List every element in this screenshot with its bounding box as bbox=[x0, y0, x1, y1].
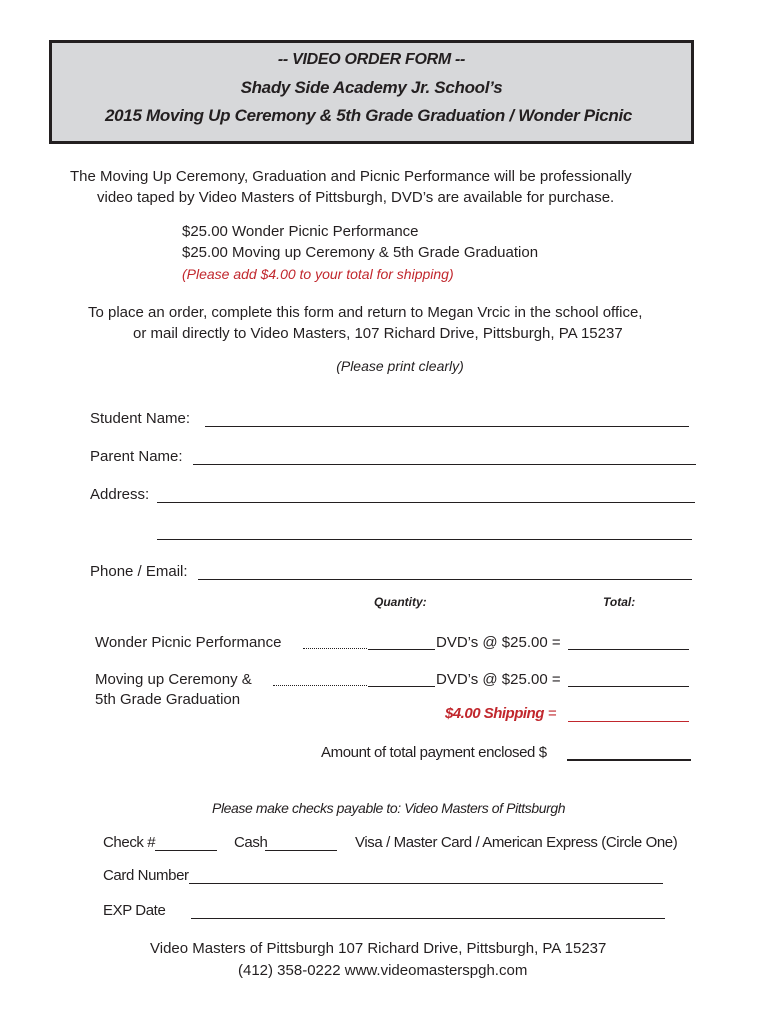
intro-line-1: The Moving Up Ceremony, Graduation and Picnic Performance will be professionally bbox=[70, 168, 632, 185]
parent-name-field[interactable] bbox=[193, 464, 696, 465]
price-moving-up: $25.00 Moving up Ceremony & 5th Grade Graduation bbox=[182, 244, 539, 261]
cash-label: Cash bbox=[234, 834, 268, 851]
intro-line-2: video taped by Video Masters of Pittsburgh, DVD’s are available for purchase. bbox=[97, 189, 615, 206]
phone-email-field[interactable] bbox=[198, 579, 692, 580]
shipping-row bbox=[445, 704, 557, 724]
student-name-field[interactable] bbox=[205, 426, 689, 427]
price-wonder-picnic: $25.00 Wonder Picnic Performance bbox=[182, 223, 419, 240]
wonder-picnic-item-label: Wonder Picnic Performance bbox=[95, 634, 282, 651]
order-instructions-line-1: To place an order, complete this form and return to Megan Vrcic in the school office, bbox=[88, 304, 643, 321]
print-clearly-note: (Please print clearly) bbox=[336, 358, 464, 374]
moving-up-item-label-line-1: Moving up Ceremony & bbox=[95, 671, 252, 688]
quantity-header: Quantity: bbox=[374, 595, 427, 609]
moving-up-total-field[interactable] bbox=[568, 686, 689, 687]
shipping-label: $4.00 Shipping bbox=[445, 705, 544, 722]
amount-enclosed-label: Amount of total payment enclosed $ bbox=[321, 744, 547, 761]
phone-email-label: Phone / Email: bbox=[90, 563, 188, 580]
footer-address: Video Masters of Pittsburgh 107 Richard Drive, Pittsburgh, PA 15237 bbox=[150, 940, 607, 957]
address-label: Address: bbox=[90, 486, 150, 503]
row1-leader-dots bbox=[303, 648, 367, 649]
moving-up-price: DVD’s @ $25.00 = bbox=[436, 671, 561, 688]
form-title: -- VIDEO ORDER FORM -- bbox=[277, 51, 466, 68]
shipping-note: (Please add $4.00 to your total for shipping) bbox=[182, 266, 454, 282]
check-number-field[interactable] bbox=[155, 850, 217, 851]
wonder-picnic-quantity-field[interactable] bbox=[368, 649, 435, 650]
moving-up-quantity-field[interactable] bbox=[368, 686, 435, 687]
address-field-line-1[interactable] bbox=[157, 502, 695, 503]
event-title: 2015 Moving Up Ceremony & 5th Grade Graduation / Wonder Picnic bbox=[105, 106, 633, 125]
exp-date-field[interactable] bbox=[191, 918, 665, 919]
student-name-label: Student Name: bbox=[90, 410, 191, 427]
card-number-field[interactable] bbox=[189, 883, 663, 884]
row2-leader-dots bbox=[273, 685, 367, 686]
wonder-picnic-price: DVD’s @ $25.00 = bbox=[436, 634, 561, 651]
shipping-total-field[interactable] bbox=[568, 721, 689, 722]
moving-up-item-label-line-2: 5th Grade Graduation bbox=[95, 691, 241, 708]
shipping-equals: = bbox=[543, 705, 557, 722]
card-type-options[interactable]: Visa / Master Card / American Express (Circle One) bbox=[355, 834, 678, 851]
total-header: Total: bbox=[603, 595, 636, 609]
checks-payable-note: Please make checks payable to: Video Masters of Pittsburgh bbox=[212, 800, 566, 816]
school-name: Shady Side Academy Jr. School’s bbox=[240, 78, 503, 97]
exp-date-label: EXP Date bbox=[103, 902, 166, 919]
form-title-box bbox=[49, 40, 694, 144]
amount-enclosed-field[interactable] bbox=[567, 759, 691, 761]
order-instructions-line-2: or mail directly to Video Masters, 107 Richard Drive, Pittsburgh, PA 15237 bbox=[133, 325, 623, 342]
address-field-line-2[interactable] bbox=[157, 539, 692, 540]
cash-field[interactable] bbox=[265, 850, 337, 851]
wonder-picnic-total-field[interactable] bbox=[568, 649, 689, 650]
card-number-label: Card Number bbox=[103, 867, 189, 884]
parent-name-label: Parent Name: bbox=[90, 448, 183, 465]
footer-contact: (412) 358-0222 www.videomasterspgh.com bbox=[238, 962, 528, 979]
check-number-label: Check # bbox=[103, 834, 156, 851]
